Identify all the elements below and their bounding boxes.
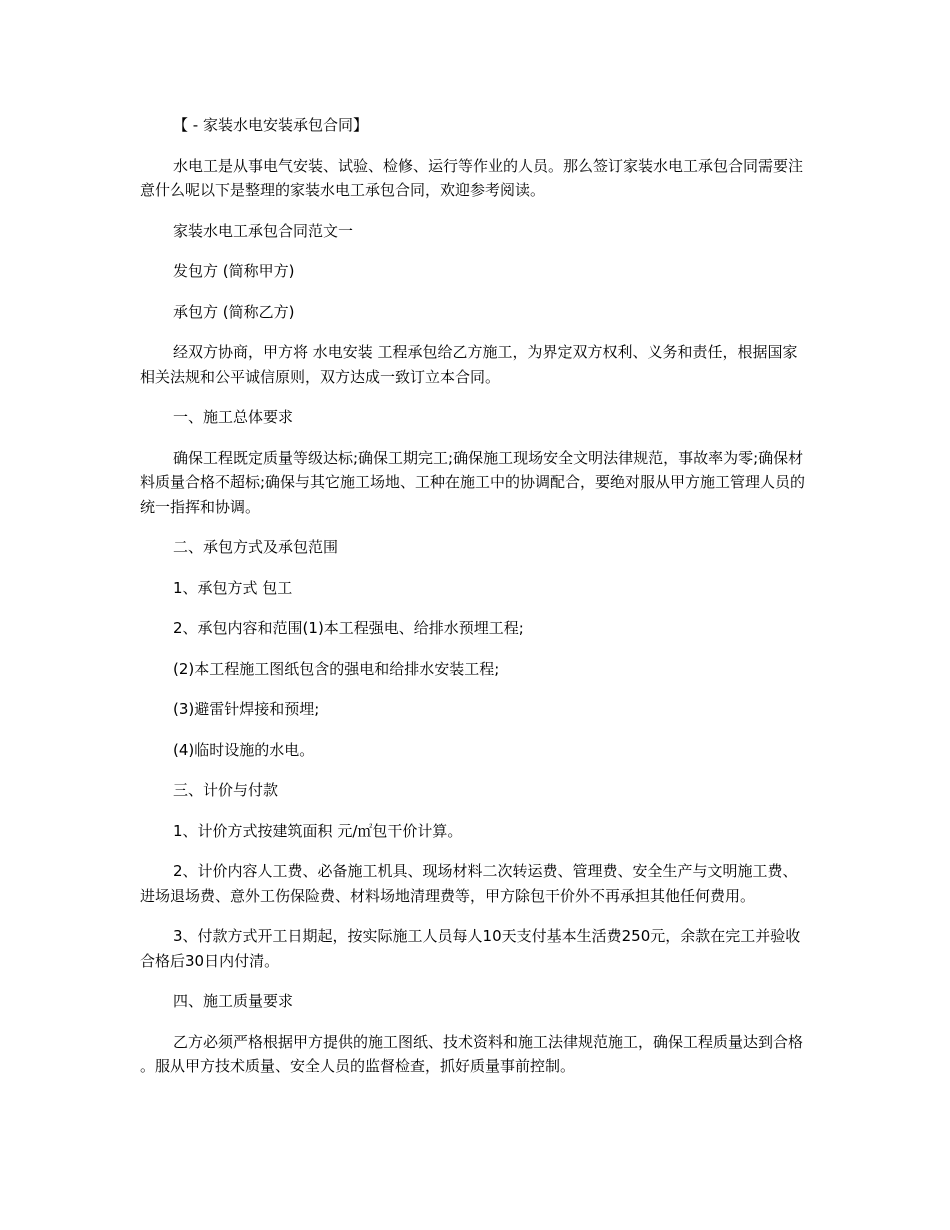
scope-subitem-4: (4)临时设施的水电。 bbox=[173, 740, 315, 759]
scope-subitem-3: (3)避雷针焊接和预埋; bbox=[173, 700, 320, 718]
section-heading-4: 四、施工质量要求 bbox=[173, 992, 294, 1010]
section-heading-3: 三、计价与付款 bbox=[173, 781, 279, 799]
pricing-method-item: 1、计价方式按建筑面积 元/㎡包干价计算。 bbox=[173, 821, 463, 840]
payment-method-item: 3、付款方式开工日期起，按实际施工人员每人10天支付基本生活费250元，余款在完工并验收合格后30日内付清。 bbox=[140, 927, 801, 970]
party-a-line: 发包方 (简称甲方) bbox=[173, 262, 295, 280]
contract-scope-item: 2、承包内容和范围(1)本工程强电、给排水预埋工程; bbox=[173, 619, 524, 637]
quality-paragraph: 乙方必须严格根据甲方提供的施工图纸、技术资料和施工法律规范施工，确保工程质量达到合格 。服从甲方技术质量、安全人员的监督检查，抓好质量事前控制。 bbox=[140, 1032, 804, 1075]
section-heading-1: 一、施工总体要求 bbox=[173, 408, 294, 426]
scope-subitem-2: (2)本工程施工图纸包含的强电和给排水安装工程; bbox=[173, 659, 500, 678]
intro-paragraph: 水电工是从事电气安装、试验、检修、运行等作业的人员。那么签订家装水电工承包合同需要注意什么呢以下是整理的家装水电工承包合同，欢迎参考阅读。 bbox=[140, 156, 804, 199]
pricing-content-item: 2、计价内容人工费、必备施工机具、现场材料二次转运费、管理费、安全生产与文明施工费、进场退场费、意外工伤保险费、材料场地清理费等，甲方除包干价外不再承担其他任何费用。 bbox=[140, 862, 798, 905]
document-title: 【 - 家装水电安装承包合同】 bbox=[173, 116, 368, 134]
party-b-line: 承包方 (简称乙方) bbox=[173, 302, 295, 321]
contract-sample-heading: 家装水电工承包合同范文一 bbox=[173, 221, 354, 240]
requirements-paragraph: 确保工程既定质量等级达标;确保工期完工;确保施工现场安全文明法律规范，事故率为零;确保材料质量合格不超标;确保与其它施工场地、工种在施工中的协调配合，要绝对服从甲方施工管理人员的统一指挥和协调。 bbox=[140, 448, 806, 516]
contract-method-item: 1、承包方式 包工 bbox=[173, 578, 293, 597]
agreement-paragraph: 经双方协商，甲方将 水电安装 工程承包给乙方施工，为界定双方权利、义务和责任，根据国家相关法规和公平诚信原则，双方达成一致订立本合同。 bbox=[140, 343, 798, 386]
section-heading-2: 二、承包方式及承包范围 bbox=[173, 538, 339, 556]
document-body bbox=[140, 113, 810, 1095]
